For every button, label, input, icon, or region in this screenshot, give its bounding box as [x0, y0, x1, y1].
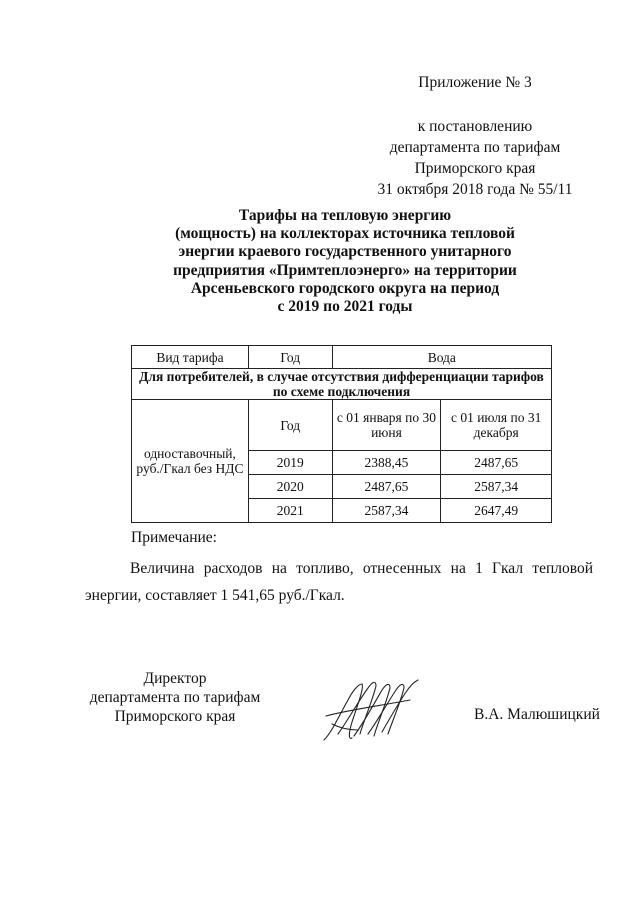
row-period-1-value: 2388,45	[332, 451, 441, 475]
signer-position-line-1: Директор	[143, 670, 207, 687]
row-period-2-value: 2487,65	[441, 451, 552, 475]
signer-position-line-2: департамента по тарифам	[89, 689, 261, 706]
tariff-table	[131, 345, 552, 523]
note-label: Примечание:	[131, 529, 217, 546]
header-tariff-type: Вид тарифа	[132, 346, 249, 369]
column-period-2: с 01 июля по 31 декабря	[441, 400, 552, 451]
appendix-line-4: 31 октября 2018 года № 55/11	[377, 181, 573, 198]
header-water: Вода	[332, 346, 551, 369]
title-line-6: с 2019 по 2021 годы	[277, 298, 413, 316]
title-line-4: предприятия «Примтеплоэнерго» на территории	[173, 261, 517, 279]
signer-position-line-3: Приморского края	[114, 708, 236, 725]
handwritten-signature	[318, 674, 428, 746]
appendix-line-1: к постановлению	[417, 118, 533, 135]
table-column-row	[132, 400, 552, 451]
title-line-5: Арсеньевского городского округа на период	[190, 279, 500, 297]
row-year: 2021	[248, 499, 332, 523]
row-year: 2020	[248, 475, 332, 499]
consumer-subheader: Для потребителей, в случае отсутствия дифференциации тарифов по схеме подключения	[132, 369, 552, 400]
row-period-2-value: 2647,49	[441, 499, 552, 523]
header-year: Год	[248, 346, 332, 369]
appendix-block	[360, 72, 590, 200]
table-subheader-row	[132, 369, 552, 400]
signer-position	[80, 669, 270, 726]
row-year: 2019	[248, 451, 332, 475]
appendix-line-2: департамента по тарифам	[389, 139, 561, 156]
column-period-1: с 01 января по 30 июня	[332, 400, 441, 451]
row-period-1-value: 2487,65	[332, 475, 441, 499]
note-text: Величина расходов на топливо, отнесенных на 1 Гкал тепловой энергии, составляет 1 541,65 руб./Гкал.	[85, 560, 593, 604]
document-title	[150, 207, 540, 316]
column-year: Год	[248, 400, 332, 451]
title-line-2: (мощность) на коллекторах источника тепловой	[175, 225, 515, 243]
title-line-1: Тарифы на тепловую энергию	[238, 207, 452, 224]
tariff-name-cell: одноставочный, руб./Гкал без НДС	[132, 400, 249, 523]
appendix-label: Приложение № 3	[418, 74, 532, 91]
appendix-line-3: Приморского края	[414, 160, 536, 177]
title-line-3: энергии краевого государственного унитарного	[178, 243, 512, 261]
row-period-1-value: 2587,34	[332, 499, 441, 523]
table-header-row	[132, 346, 552, 369]
row-period-2-value: 2587,34	[441, 475, 552, 499]
signer-name: В.А. Малюшицкий	[474, 706, 600, 723]
